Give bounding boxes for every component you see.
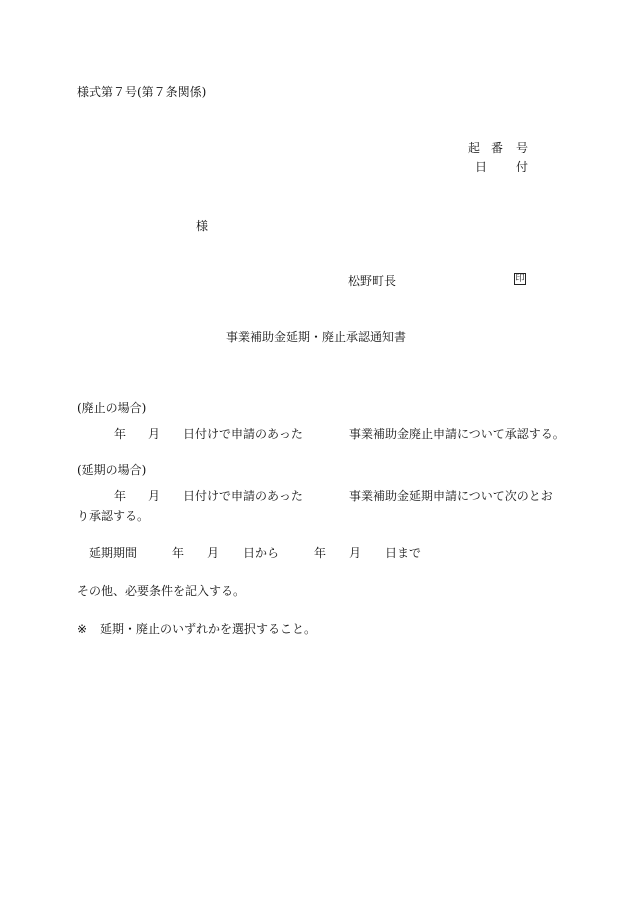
abolish-month: 月: [148, 427, 161, 441]
postpone-continuation: り承認する。: [77, 509, 150, 523]
period-to-month: 月: [349, 546, 362, 560]
form-label: 様式第７号(第７条関係): [77, 85, 207, 99]
seal-mark: 印: [515, 274, 525, 284]
addressee-suffix: 様: [196, 219, 209, 233]
note-text: 延期・廃止のいずれかを選択すること。: [100, 622, 317, 636]
period-from-day: 日から: [243, 546, 280, 560]
issue-no-label-3: 号: [516, 141, 529, 155]
date-label-2: 付: [516, 160, 529, 174]
postpone-statement: 事業補助金延期申請について次のとお: [349, 489, 553, 503]
postpone-month: 月: [148, 489, 161, 503]
period-label: 延期期間: [89, 546, 138, 560]
period-to-day: 日まで: [385, 546, 422, 560]
period-to-year: 年: [314, 546, 327, 560]
document-title: 事業補助金延期・廃止承認通知書: [226, 330, 407, 344]
abolish-statement: 事業補助金廃止申請について承認する。: [349, 427, 565, 441]
issue-no-label-2: 番: [491, 141, 504, 155]
date-label-1: 日: [475, 160, 488, 174]
period-from-year: 年: [172, 546, 185, 560]
abolish-date-phrase: 日付けで申請のあった: [183, 427, 303, 441]
abolish-year: 年: [114, 427, 127, 441]
postpone-heading: (延期の場合): [77, 463, 147, 477]
period-from-month: 月: [207, 546, 220, 560]
other-conditions: その他、必要条件を記入する。: [77, 584, 246, 598]
issuer-name: 松野町長: [348, 274, 397, 288]
postpone-year: 年: [114, 489, 127, 503]
abolish-heading: (廃止の場合): [77, 401, 147, 415]
postpone-date-phrase: 日付けで申請のあった: [183, 489, 303, 503]
note-mark: ※: [77, 622, 88, 636]
issue-no-label-1: 起: [468, 141, 481, 155]
